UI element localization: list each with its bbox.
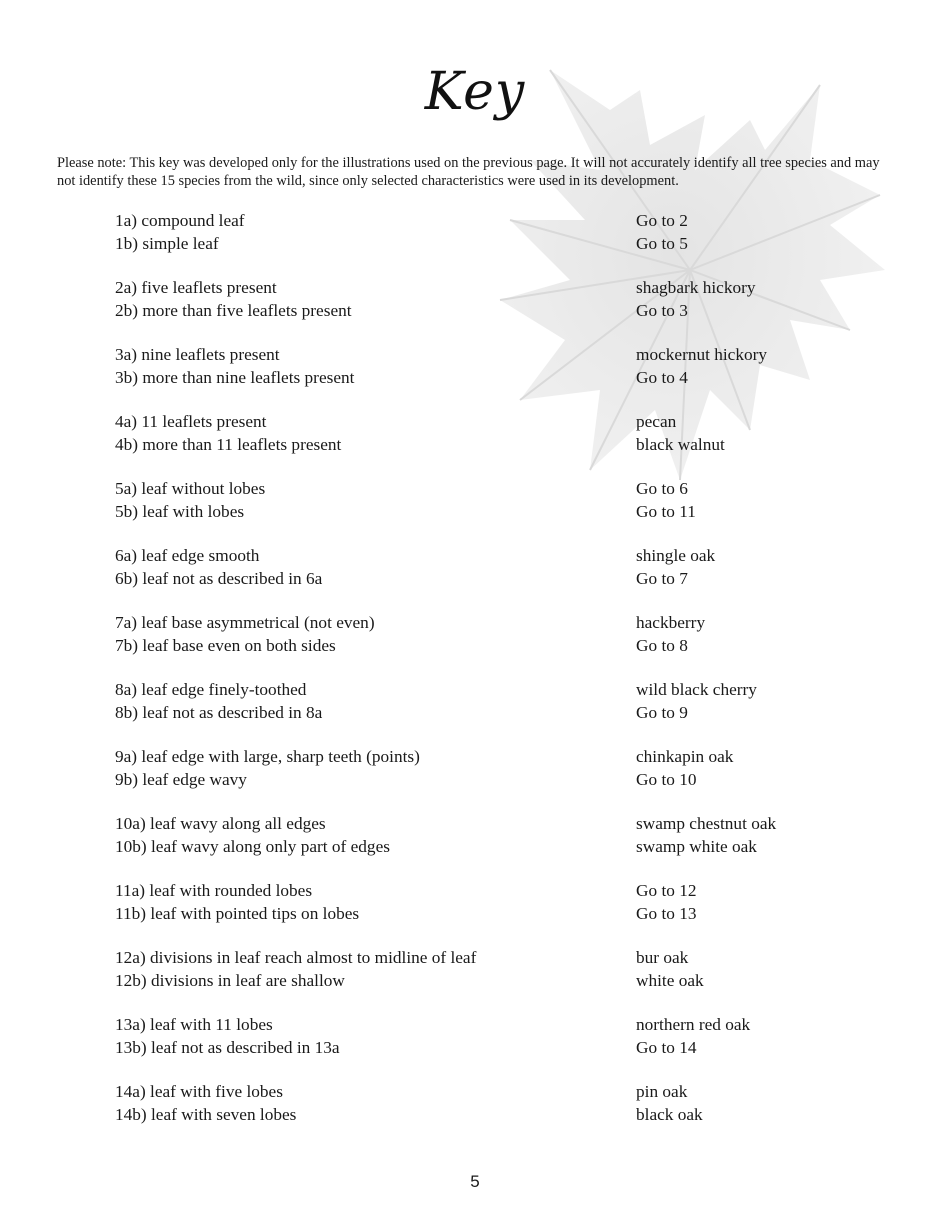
key-couplet [115,880,915,925]
key-row [115,210,915,233]
key-result: black walnut [636,434,725,454]
key-row [115,635,915,658]
key-row [115,545,915,568]
key-couplet [115,277,915,322]
key-result: Go to 11 [636,501,696,521]
key-result: pecan [636,412,677,432]
key-result: Go to 9 [636,702,688,722]
key-couplet [115,545,915,590]
key-row [115,947,915,970]
key-result: Go to 12 [636,881,697,901]
key-result: northern red oak [636,1015,751,1035]
key-row [115,903,915,926]
key-row [115,1037,915,1060]
key-result: swamp chestnut oak [636,814,777,834]
key-row [115,501,915,524]
key-description: 9a) leaf edge with large, sharp teeth (points) [115,747,420,767]
key-result: chinkapin oak [636,747,734,767]
key-couplet [115,478,915,523]
dichotomous-key [115,210,915,1148]
key-description: 10b) leaf wavy along only part of edges [115,836,390,856]
key-row [115,880,915,903]
key-row [115,679,915,702]
disclaimer-note: Please note: This key was developed only for the illustrations used on the previous page. It will not accurately identify all tree species and may not identify these 15 species from the wild, since only selected characteristics were used in its development. [57,155,880,189]
key-result: Go to 10 [636,769,697,789]
key-result: mockernut hickory [636,345,768,365]
key-row [115,746,915,769]
key-description: 12a) divisions in leaf reach almost to midline of leaf [115,948,477,968]
key-row [115,813,915,836]
key-result: shingle oak [636,546,716,566]
key-row [115,1104,915,1127]
key-row [115,367,915,390]
key-result: Go to 8 [636,635,688,655]
key-description: 5b) leaf with lobes [115,501,245,521]
key-result: Go to 6 [636,479,688,499]
key-description: 4b) more than 11 leaflets present [115,434,342,454]
key-description: 1a) compound leaf [115,211,245,231]
key-result: Go to 7 [636,568,688,588]
key-row [115,300,915,323]
key-couplet [115,210,915,255]
key-row [115,612,915,635]
key-result: hackberry [636,613,706,633]
key-row [115,233,915,256]
key-description: 13a) leaf with 11 lobes [115,1015,273,1035]
key-row [115,277,915,300]
key-description: 7a) leaf base asymmetrical (not even) [115,613,375,633]
key-result: wild black cherry [636,680,757,700]
key-result: Go to 5 [636,233,688,253]
key-row [115,836,915,859]
key-couplet [115,813,915,858]
key-couplet [115,746,915,791]
key-couplet [115,679,915,724]
key-description: 10a) leaf wavy along all edges [115,814,326,834]
key-description: 12b) divisions in leaf are shallow [115,970,345,990]
key-result: Go to 3 [636,300,688,320]
key-description: 6b) leaf not as described in 6a [115,568,323,588]
key-row [115,1014,915,1037]
key-row [115,568,915,591]
key-result: swamp white oak [636,836,757,856]
key-result: white oak [636,970,704,990]
key-couplet [115,411,915,456]
key-description: 11a) leaf with rounded lobes [115,881,313,901]
key-result: Go to 4 [636,367,688,387]
key-description: 11b) leaf with pointed tips on lobes [115,903,360,923]
key-description: 4a) 11 leaflets present [115,412,267,432]
page-number: 5 [470,1172,480,1191]
key-description: 13b) leaf not as described in 13a [115,1037,340,1057]
key-description: 3b) more than nine leaflets present [115,367,355,387]
key-result: Go to 2 [636,211,688,231]
key-result: Go to 14 [636,1037,697,1057]
key-description: 14b) leaf with seven lobes [115,1104,297,1124]
key-result: shagbark hickory [636,278,756,298]
key-row [115,1081,915,1104]
key-row [115,434,915,457]
key-result: bur oak [636,948,689,968]
key-couplet [115,612,915,657]
key-row [115,769,915,792]
key-couplet [115,344,915,389]
key-couplet [115,1014,915,1059]
key-description: 8b) leaf not as described in 8a [115,702,323,722]
key-result: pin oak [636,1082,688,1102]
key-description: 2a) five leaflets present [115,278,277,298]
key-description: 14a) leaf with five lobes [115,1082,283,1102]
key-result: black oak [636,1104,703,1124]
key-couplet [115,947,915,992]
key-result: Go to 13 [636,903,697,923]
key-description: 1b) simple leaf [115,233,219,253]
key-row [115,970,915,993]
key-row [115,344,915,367]
key-description: 7b) leaf base even on both sides [115,635,336,655]
key-description: 5a) leaf without lobes [115,479,266,499]
key-row [115,478,915,501]
key-row [115,702,915,725]
key-row [115,411,915,434]
key-couplet [115,1081,915,1126]
key-description: 3a) nine leaflets present [115,345,280,365]
key-description: 8a) leaf edge finely-toothed [115,680,307,700]
key-description: 9b) leaf edge wavy [115,769,247,789]
page-title: Key [424,62,526,122]
key-description: 2b) more than five leaflets present [115,300,352,320]
key-description: 6a) leaf edge smooth [115,546,260,566]
